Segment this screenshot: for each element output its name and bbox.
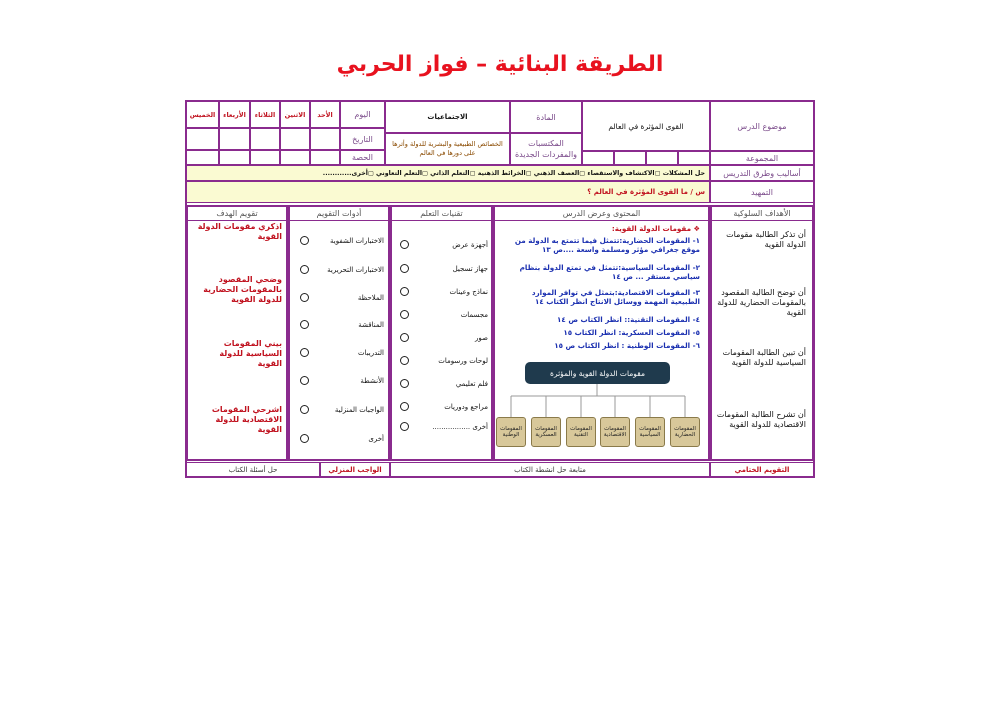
evaluation-item: اشرحي المقومات الاقتصادية للدولة القوية: [211, 405, 282, 434]
day-tuesday: الثلاثاء: [250, 101, 280, 128]
tool-label: الملاحظة: [357, 293, 384, 302]
tool-option[interactable]: [300, 376, 384, 385]
intro-label: التمهيد: [710, 181, 814, 203]
diagram-box: المقومات الحضارية: [670, 417, 700, 447]
technique-label: أجهزة عرض: [452, 240, 488, 249]
final-eval-value: متابعة حل انشطة الكتاب: [390, 462, 710, 477]
diagram-box: المقومات العسكرية: [531, 417, 561, 447]
radio-icon[interactable]: [300, 293, 309, 302]
technique-option[interactable]: [400, 422, 488, 431]
radio-icon[interactable]: [400, 356, 409, 365]
methods-value: حل المشكلات ▢الاكتشاف والاستقصاء ▢العصف الذهني ▢الخرائط الذهنية ▢التعلم الذاتي ▢التعلم التعاوني ▢أخرى............: [186, 165, 710, 181]
radio-icon[interactable]: [300, 376, 309, 385]
content-line: ٢- المقومات السياسية:تتمثل في تمتع الدولة بنظام سياسي مستقر ... ص ١٤: [519, 263, 700, 281]
homework-label: الواجب المنزلي: [320, 462, 390, 477]
day-label: اليوم: [340, 101, 385, 128]
radio-icon[interactable]: [400, 402, 409, 411]
final-eval-label: التقويم الختامي: [710, 462, 814, 477]
period-cell[interactable]: [219, 150, 250, 165]
diagram-connectors: [495, 384, 710, 418]
group-cell[interactable]: [646, 151, 678, 165]
tool-label: الاختبارات الشفوية: [330, 236, 384, 245]
content-line: ٥- المقومات العسكرية: انظر الكتاب ١٥: [563, 328, 700, 337]
day-thursday: الخميس: [186, 101, 219, 128]
radio-icon[interactable]: [400, 422, 409, 431]
objective-item: أن تشرح الطالبة المقومات الاقتصادية للدولة القوية: [716, 410, 806, 429]
content-line: ١- المقومات الحضارية:تتمثل فيما تتمتع به الدولة من موقع جغرافي مؤثر ومسلمة واسعة ....ص ١٣: [514, 236, 700, 254]
technique-option[interactable]: [400, 333, 488, 342]
tool-option[interactable]: [300, 320, 384, 329]
objectives-header: الأهداف السلوكية: [712, 207, 812, 221]
tool-label: الواجبات المنزلية: [334, 405, 384, 414]
tools-header: أدوات التقويم: [290, 207, 388, 221]
technique-label: مجسمات: [460, 310, 488, 319]
period-cell[interactable]: [280, 150, 310, 165]
technique-option[interactable]: [400, 310, 488, 319]
period-cell[interactable]: [250, 150, 280, 165]
lesson-topic-value: القوى المؤثرة في العالم: [582, 101, 710, 151]
radio-icon[interactable]: [300, 348, 309, 357]
evaluation-item: وضحي المقصود بالمقومات الحضارية للدولة القوية: [203, 275, 282, 304]
objective-item: أن توضح الطالبة المقصود بالمقومات الحضارية للدولة القوية: [717, 288, 806, 317]
radio-icon[interactable]: [400, 264, 409, 273]
methods-label: أساليب وطرق التدريس: [710, 165, 814, 181]
radio-icon[interactable]: [400, 333, 409, 342]
tool-label: التدريبات: [357, 348, 384, 357]
group-cell[interactable]: [678, 151, 710, 165]
technique-label: لوحات ورسومات: [438, 356, 488, 365]
diagram-title: مقومات الدولة القوية والمؤثرة: [525, 362, 670, 384]
radio-icon[interactable]: [300, 434, 309, 443]
technique-option[interactable]: [400, 356, 488, 365]
gains-value: الخصائص الطبيعية والبشرية للدولة وأثرها على دورها في العالم: [385, 133, 510, 165]
tool-label: الأنشطة: [360, 376, 384, 385]
technique-label: أخرى .................: [432, 422, 488, 431]
tool-option[interactable]: [300, 405, 384, 414]
diagram-box: المقومات التقنية: [566, 417, 596, 447]
diagram-box: المقومات الاقتصادية: [600, 417, 630, 447]
tool-option[interactable]: [300, 236, 384, 245]
intro-value: س / ما القوى المؤثرة في العالم ؟: [186, 181, 710, 203]
date-cell[interactable]: [280, 128, 310, 150]
content-heading: ❖ مقومات الدولة القوية:: [611, 224, 700, 233]
group-label: المجموعة: [710, 151, 814, 165]
tool-label: الاختبارات التحريرية: [327, 265, 384, 274]
diagram-box: المقومات السياسية: [635, 417, 665, 447]
day-sunday: الأحد: [310, 101, 340, 128]
date-cell[interactable]: [250, 128, 280, 150]
technique-option[interactable]: [400, 264, 488, 273]
technique-label: صور: [475, 333, 488, 342]
technique-option[interactable]: [400, 402, 488, 411]
radio-icon[interactable]: [300, 236, 309, 245]
objective-item: أن تبين الطالبة المقومات السياسية للدولة القوية: [722, 348, 806, 367]
page-title: الطريقة البنائية – فواز الحربي: [336, 52, 664, 77]
tool-label: المناقشة: [358, 320, 384, 329]
tool-option[interactable]: [300, 434, 384, 443]
evaluation-header: تقويم الهدف: [188, 207, 286, 221]
period-cell[interactable]: [310, 150, 340, 165]
radio-icon[interactable]: [400, 287, 409, 296]
evaluation-item: اذكري مقومات الدولة القوية: [197, 222, 282, 241]
radio-icon[interactable]: [400, 240, 409, 249]
technique-option[interactable]: [400, 240, 488, 249]
techniques-header: تقنيات التعلم: [392, 207, 491, 221]
date-cell[interactable]: [219, 128, 250, 150]
content-line: ٦- المقومات الوطنية : انظر الكتاب ص ١٥: [554, 341, 700, 350]
objective-item: أن تذكر الطالبة مقومات الدولة القوية: [726, 230, 806, 249]
content-line: ٤- المقومات التقنية:: انظر الكتاب ص ١٤: [557, 315, 700, 324]
radio-icon[interactable]: [300, 265, 309, 274]
technique-option[interactable]: [400, 379, 488, 388]
technique-label: جهاز تسجيل: [452, 264, 488, 273]
subject-label: المادة: [510, 101, 582, 133]
tool-option[interactable]: [300, 265, 384, 274]
period-cell[interactable]: [186, 150, 219, 165]
tool-option[interactable]: [300, 348, 384, 357]
radio-icon[interactable]: [400, 310, 409, 319]
day-monday: الاثنين: [280, 101, 310, 128]
group-cell[interactable]: [614, 151, 646, 165]
technique-label: فلم تعليمي: [455, 379, 488, 388]
date-label: التاريخ: [340, 128, 385, 150]
date-cell[interactable]: [310, 128, 340, 150]
subject-value: الاجتماعيات: [385, 101, 510, 133]
technique-label: مراجع ودوريات: [444, 402, 488, 411]
radio-icon[interactable]: [400, 379, 409, 388]
radio-icon[interactable]: [300, 405, 309, 414]
gains-label: المكتسبات والمفردات الجديدة: [510, 133, 582, 165]
diagram-box: المقومات الوطنية: [496, 417, 526, 447]
content-header: المحتوى وعرض الدرس: [495, 207, 708, 221]
evaluation-item: بيني المقومات السياسية للدولة القوية: [219, 339, 282, 368]
period-label: الحصة: [340, 150, 385, 165]
technique-label: نماذج وعينات: [449, 287, 488, 296]
tool-label: أخرى: [368, 434, 384, 443]
day-wednesday: الأربعاء: [219, 101, 250, 128]
technique-option[interactable]: [400, 287, 488, 296]
date-cell[interactable]: [186, 128, 219, 150]
tool-option[interactable]: [300, 293, 384, 302]
content-line: ٣- المقومات الاقتصادية:بتمثل في توافر الموارد الطبيعية المهمة ووسائل الانتاج انظر الكتاب ١٤: [531, 288, 700, 306]
lesson-topic-label: موضوع الدرس: [710, 101, 814, 151]
radio-icon[interactable]: [300, 320, 309, 329]
group-cell[interactable]: [582, 151, 614, 165]
homework-value: حل أسئلة الكتاب: [186, 462, 320, 477]
